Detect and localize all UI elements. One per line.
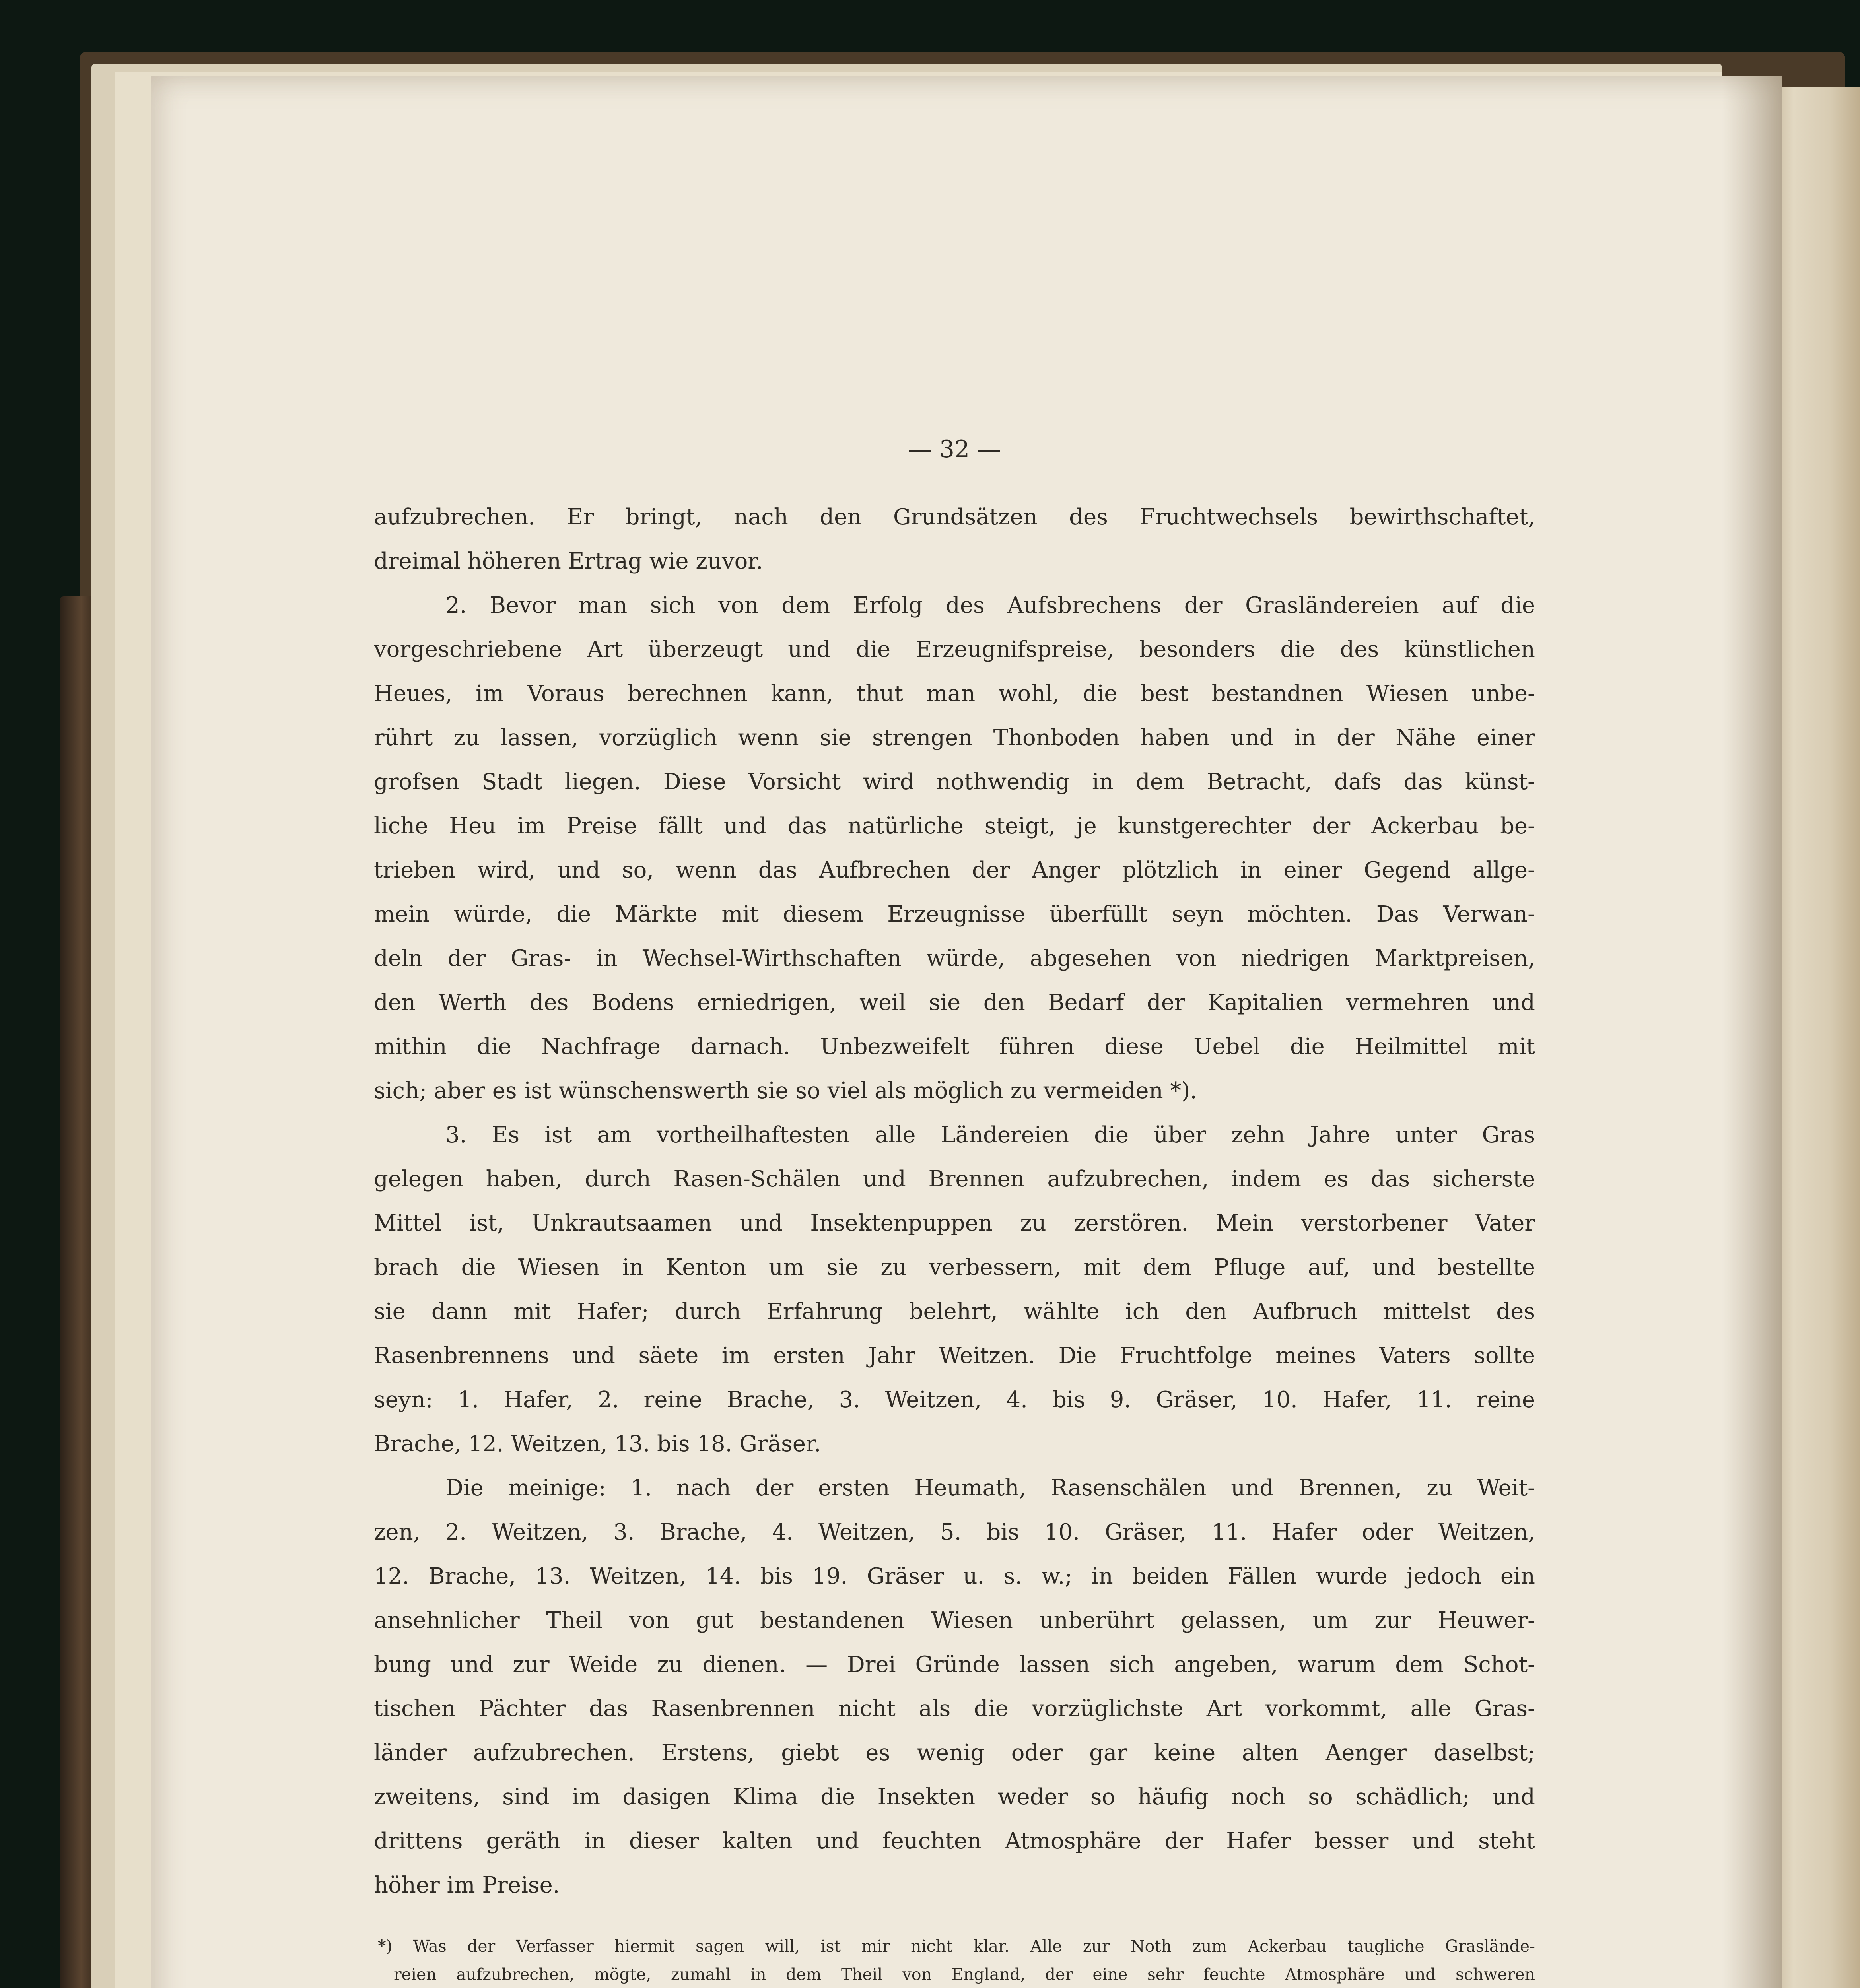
body-line: 3. Es ist am vortheilhaftesten alle Ländereien die über zehn Jahre unter Gras [445, 1122, 1535, 1148]
body-line: Heues, im Voraus berechnen kann, thut man wohl, die best bestandnen Wiesen unbe- [374, 681, 1535, 707]
body-line: Mittel ist, Unkrautsaamen und Insektenpuppen zu zerstören. Mein verstorbener Vater [374, 1210, 1535, 1236]
body-line: höher im Preise. [374, 1872, 560, 1898]
body-line: mithin die Nachfrage darnach. Unbezweifelt führen diese Uebel die Heilmittel mit [374, 1034, 1535, 1060]
body-line: aufzubrechen. Er bringt, nach den Grundsätzen des Fruchtwechsels bewirthschaftet, [374, 504, 1535, 530]
body-line: liche Heu im Preise fällt und das natürliche steigt, je kunstgerechter der Ackerbau be- [374, 813, 1535, 839]
body-line: zweitens, sind im dasigen Klima die Insekten weder so häufig noch so schädlich; und [374, 1784, 1535, 1810]
body-line: den Werth des Bodens erniedrigen, weil sie den Bedarf der Kapitalien vermehren und [374, 990, 1535, 1015]
body-text [374, 495, 1535, 1907]
body-line: ansehnlicher Theil von gut bestandenen Wiesen unberührt gelassen, um zur Heuwer- [374, 1607, 1535, 1633]
body-line: länder aufzubrechen. Erstens, giebt es wenig oder gar keine alten Aenger daselbst; [374, 1740, 1535, 1766]
body-line: Rasenbrennens und säete im ersten Jahr Weitzen. Die Fruchtfolge meines Vaters sollte [374, 1343, 1535, 1369]
body-line: tischen Pächter das Rasenbrennen nicht als die vorzüglichste Art vorkommt, alle Gras- [374, 1696, 1535, 1722]
body-line: brach die Wiesen in Kenton um sie zu verbessern, mit dem Pfluge auf, und bestellte [374, 1254, 1535, 1280]
footnote-line: reien aufzubrechen, mögte, zumahl in dem Theil von England, der eine sehr feuchte Atmosphäre und schweren [394, 1965, 1535, 1984]
body-line: gelegen haben, durch Rasen-Schälen und Brennen aufzubrechen, indem es das sicherste [374, 1166, 1535, 1192]
body-line: deln der Gras- in Wechsel-Wirthschaften würde, abgesehen von niedrigen Marktpreisen, [374, 945, 1535, 971]
body-line: bung und zur Weide zu dienen. — Drei Gründe lassen sich angeben, warum dem Schot- [374, 1652, 1535, 1677]
body-line: 2. Bevor man sich von dem Erfolg des Aufsbrechens der Grasländereien auf die [445, 592, 1535, 618]
cover-spine-edge [60, 596, 95, 1988]
body-line: sich; aber es ist wünschenswerth sie so viel als möglich zu vermeiden *). [374, 1078, 1197, 1104]
body-line: drittens geräth in dieser kalten und feuchten Atmosphäre der Hafer besser und steht [374, 1828, 1535, 1854]
body-line: zen, 2. Weitzen, 3. Brache, 4. Weitzen, 5. bis 10. Gräser, 11. Hafer oder Weitzen, [374, 1519, 1535, 1545]
footnote-line: *) Was der Verfasser hiermit sagen will, ist mir nicht klar. Alle zur Noth zum Ackerbau taugliche Graslände- [378, 1937, 1535, 1956]
body-line: seyn: 1. Hafer, 2. reine Brache, 3. Weitzen, 4. bis 9. Gräser, 10. Hafer, 11. reine [374, 1387, 1535, 1413]
body-line: Brache, 12. Weitzen, 13. bis 18. Gräser. [374, 1431, 821, 1457]
page-number: — 32 — [908, 435, 1001, 463]
body-line: grofsen Stadt liegen. Diese Vorsicht wird nothwendig in dem Betracht, dafs das künst- [374, 769, 1535, 795]
body-line: 12. Brache, 13. Weitzen, 14. bis 19. Gräser u. s. w.; in beiden Fällen wurde jedoch ein [374, 1563, 1535, 1589]
body-line: vorgeschriebene Art überzeugt und die Erzeugnifspreise, besonders die des künstlichen [374, 637, 1535, 662]
body-line: rührt zu lassen, vorzüglich wenn sie strengen Thonboden haben und in der Nähe einer [374, 725, 1535, 751]
footnote [374, 1932, 1535, 1988]
gutter-shadow [1722, 76, 1782, 1988]
body-line: Die meinige: 1. nach der ersten Heumath, Rasenschälen und Brennen, zu Weit- [445, 1475, 1535, 1501]
body-line: sie dann mit Hafer; durch Erfahrung belehrt, wählte ich den Aufbruch mittelst des [374, 1299, 1535, 1324]
body-line: trieben wird, und so, wenn das Aufbrechen der Anger plötzlich in einer Gegend allge- [374, 857, 1535, 883]
body-line: mein würde, die Märkte mit diesem Erzeugnisse überfüllt seyn möchten. Das Verwan- [374, 901, 1535, 927]
body-line: dreimal höheren Ertrag wie zuvor. [374, 548, 763, 574]
